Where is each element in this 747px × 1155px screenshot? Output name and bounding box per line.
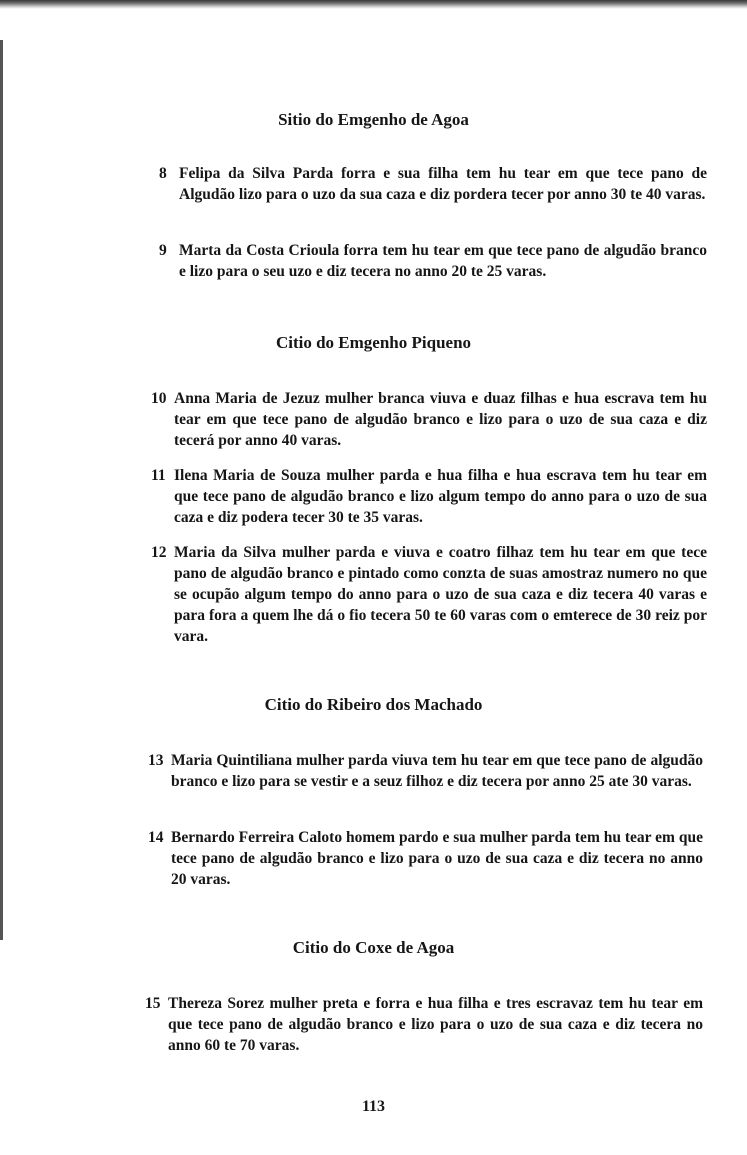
- entry-number: 8: [159, 165, 167, 182]
- entry-number: 13: [148, 752, 164, 769]
- entry-number: 10: [151, 390, 167, 407]
- entry-text: Anna Maria de Jezuz mulher branca viuva e duaz filhas e hua escrava tem hu tear em que tece pano de algudão branco e lizo para o uzo de sua caza e diz tecerá por anno 40 varas.: [174, 390, 707, 449]
- entry-number: 9: [159, 242, 167, 259]
- entry-text: Ilena Maria de Souza mulher parda e hua filha e hua escrava tem hu tear em que tece pano de algudão branco e lizo algum tempo do anno para o uzo de sua caza e diz podera tecer 30 te 35 varas.: [174, 467, 707, 526]
- section-heading: Citio do Coxe de Agoa: [292, 938, 455, 957]
- scan-edge-left: [0, 40, 3, 940]
- scan-edge-top: [0, 0, 747, 9]
- entry-text: Maria da Silva mulher parda e viuva e coatro filhaz tem hu tear em que tece pano de algudão branco e pintado como conzta de suas amostraz numero no que se ocupão algum tempo do anno para o uzo de sua caza e diz tecera 40 varas e para fora a quem lhe dá o fio tecera 50 te 60 varas com o emterece de 30 reiz por vara.: [174, 544, 707, 645]
- entry-number: 15: [145, 995, 161, 1012]
- entry: [145, 993, 703, 1056]
- entry-text: Marta da Costa Crioula forra tem hu tear em que tece pano de algudão branco e lizo para o seu uzo e diz tecera no anno 20 te 25 varas.: [179, 242, 707, 280]
- entry-number: 12: [151, 544, 167, 561]
- entry-text: Maria Quintiliana mulher parda viuva tem hu tear em que tece pano de algudão branco e lizo para se vestir e a seuz filhoz e diz tecera por anno 25 ate 30 varas.: [171, 752, 703, 790]
- entry-text: Felipa da Silva Parda forra e sua filha tem hu tear em que tece pano de Algudão lizo para o uzo da sua caza e diz pordera tecer por anno 30 te 40 varas.: [179, 165, 707, 203]
- entry: [159, 163, 707, 205]
- section-heading: Citio do Emgenho Piqueno: [275, 333, 472, 352]
- entry-number: 11: [151, 467, 166, 484]
- section-heading: Sitio do Emgenho de Agoa: [278, 110, 469, 129]
- entry: [151, 465, 707, 528]
- entry-number: 14: [148, 829, 164, 846]
- entry: [148, 827, 703, 890]
- section-heading: Citio do Ribeiro dos Machado: [264, 695, 483, 714]
- entry: [148, 750, 703, 792]
- entry-text: Thereza Sorez mulher preta e forra e hua filha e tres escravaz tem hu tear em que tece pano de algudão branco e lizo para o uzo de sua caza e diz tecera no anno 60 te 70 varas.: [168, 995, 703, 1054]
- entry-text: Bernardo Ferreira Caloto homem pardo e sua mulher parda tem hu tear em que tece pano de algudão branco e lizo para o uzo de sua caza e diz tecera no anno 20 varas.: [171, 829, 703, 888]
- entry: [151, 542, 707, 647]
- entry: [159, 240, 707, 282]
- entry: [151, 388, 707, 451]
- page-number: 113: [361, 1098, 386, 1115]
